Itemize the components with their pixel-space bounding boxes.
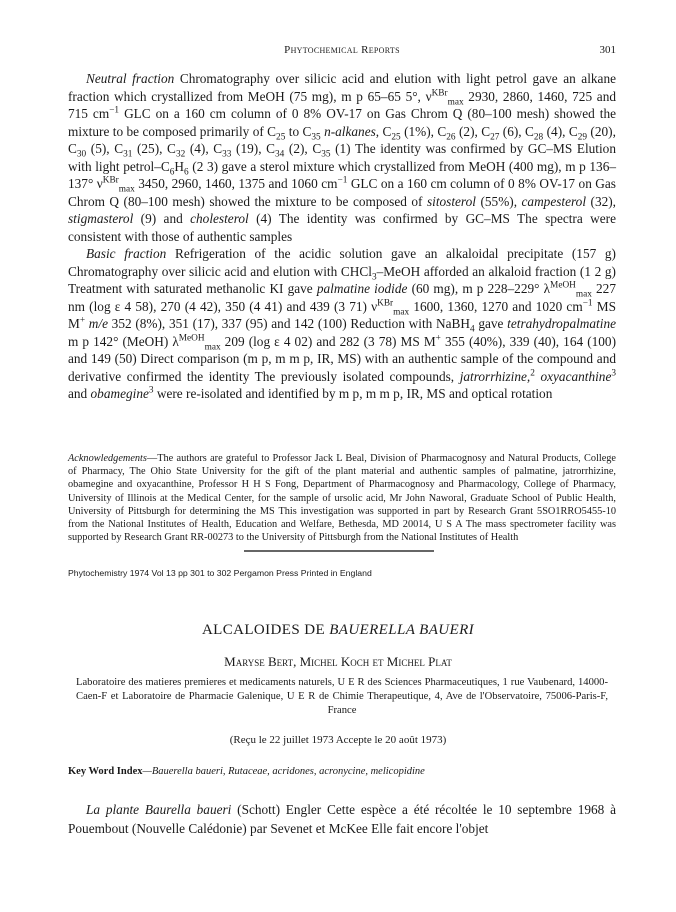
- basic-fraction-paragraph: Basic fraction Refrigeration of the acidic solution gave an alkaloidal precipitate (157 g) Chromatography over silicic acid and elution with CHCl$_3$–MeOH afforded an alkaloid fraction (1 2 g) Treatment with saturated methanolic KI gave palmatine iodide (60 mg), m p 228–229° $\lambda^{MeOH}_{max}$ 227 nm (log ε 4 58), 270 (4 42), 350 (4 41) and 439 (3 71) $\nu^{KBr}_{max}$ 1600, 1360, 1270 and 1020 $cm^{-1}$ MS M+ m/e 352 (8%), 351 (17), 337 (95) and 142 (100) Reduction with NaBH$_4$ gave tetrahydropalmatine m p 142° (MeOH) $\lambda^{MeOH}_{max}$ 209 (log ε 4 02) and 282 (3 78) MS M+ 355 (40%), 339 (40), 164 (100) and 149 (50) Direct comparison (m p, m m p, IR, MS) with an authentic sample of the compound and derivative confirmed the identity The previously isolated compounds, jatrorrhizine,$^2$ oxyacanthine$^3$ and obamegine$^3$ were re-isolated and identified by m p, m m p, IR, MS and optical rotation: [68, 246, 617, 401]
- page-number: 301: [599, 44, 616, 56]
- acknowledgements: [68, 452, 616, 544]
- running-header: [68, 44, 616, 60]
- section-divider: [244, 550, 434, 552]
- intro-paragraph: La plante Baurella baueri (Schott) Engler Cette espèce a été récoltée le 10 septembre 1968 à Pouembout (Nouvelle Calédonie) par Sevenet et McKee Elle fait encore l'objet: [68, 802, 616, 836]
- keywords-text: —Bauerella baueri, Rutaceae, acridones, acronycine, melicopidine: [142, 766, 425, 777]
- keyword-index: [68, 766, 616, 777]
- report-body: [68, 70, 616, 403]
- acknowledgements-text: —The authors are grateful to Professor Jack L Beal, Division of Pharmacognosy and Natural Products, College of Pharmacy, The Ohio State University for the gift of the plant material and authentic samples of palmatine, jatrorrhizine, obamegine and oxyacanthine, Professor H H S Fong, Department of Pharmacognosy and Pharmacology, College of Pharmacy, University of Illinois at the Medical Center, for the sample of ursolic acid, Mr John Naworal, Graduate School of Public Health, University of Pittsburgh for determining the MS This investigation was supported in part by Research Grant 5SO1RRO5455-10 from the National Institutes of Health, Education and Welfare, Bethesda, MD 20014, U S A The mass spectrometer facility was supported by Research Grant RR-00273 to the University of Pittsburgh from the National Institutes of Health: [68, 453, 616, 544]
- journal-citation: Phytochemistry 1974 Vol 13 pp 301 to 302 Pergamon Press Printed in England: [68, 568, 372, 578]
- article-introduction: [68, 800, 616, 838]
- running-title: Phytochemical Reports: [284, 44, 400, 56]
- keywords-label: Key Word Index: [68, 766, 143, 777]
- article-title: ALCALOIDES DE BAUERELLA BAUERI: [201, 622, 475, 638]
- article-authors: Maryse Bert, Michel Koch et Michel Plat: [224, 654, 452, 669]
- author-affiliation: Laboratoire des matieres premieres et medicaments naturels, U E R des Sciences Pharmaceutiques, 1 rue Vaubenard, 14000-Caen-F et Laboratoire de Pharmacie Galenique, U E R de Chimie Therapeutique, 4, Ave de l'Observatoire, 75006-Paris-F, France: [76, 677, 608, 716]
- neutral-fraction-paragraph: Neutral fraction Chromatography over silicic acid and elution with light petrol gave an alkane fraction which crystallized from MeOH (75 mg), m p 65–65 5°, $\nu^{KBr}_{max}$ 2930, 2860, 1460, 725 and 715 $cm^{-1}$ GLC on a 160 cm column of 0 8% OV-17 on Gas Chrom Q (80–100 mesh) showed the mixture to be composed primarily of $C_{25}$ to $C_{35}$ n-alkanes, $C_{25}$ (1%), $C_{26}$ (2), $C_{27}$ (6), $C_{28}$ (4), $C_{29}$ (20), $C_{30}$ (5), $C_{31}$ (25), $C_{32}$ (4), $C_{33}$ (19), $C_{34}$ (2), $C_{35}$ (1) The identity was confirmed by GC–MS Elution with light petrol–$C_6H_6$ (2 3) gave a sterol mixture which crystallized from MeOH (400 mg), m p 136–137° $\nu^{KBr}_{max}$ 3450, 2960, 1460, 1375 and 1060 $cm^{-1}$ GLC on a 160 cm column of 0 8% OV-17 on Gas Chrom Q (80–100 mesh) showed the mixture to be composed of sitosterol (55%), campesterol (32), stigmasterol (9) and cholesterol (4) The identity was confirmed by GC–MS The spectra were consistent with those of authentic samples: [68, 71, 617, 244]
- acknowledgements-lead: Acknowledgements: [68, 453, 147, 464]
- received-dates: (Reçu le 22 juillet 1973 Accepte le 20 août 1973): [229, 734, 447, 746]
